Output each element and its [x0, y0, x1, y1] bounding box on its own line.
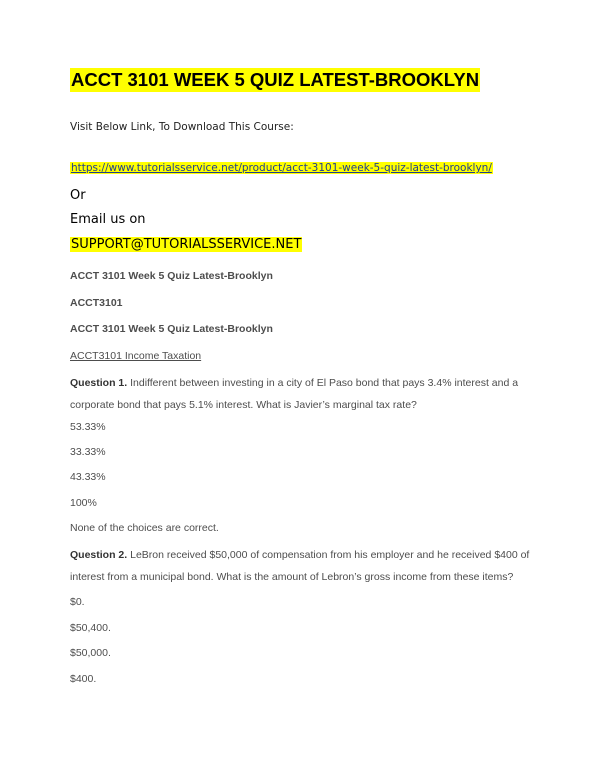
question-2-option: $0.	[70, 596, 85, 608]
question-1-text: Indifferent between investing in a city of El Paso bond that pays 3.4% interest and a corporate bond that pays 5.1% interest. What is Javier’s marginal tax rate?	[70, 377, 519, 411]
download-intro: Visit Below Link, To Download This Course:	[70, 121, 294, 133]
quiz-heading-repeat: ACCT 3101 Week 5 Quiz Latest-Brooklyn	[70, 323, 273, 335]
question-2	[70, 544, 530, 588]
quiz-heading: ACCT 3101 Week 5 Quiz Latest-Brooklyn	[70, 270, 273, 282]
email-label: Email us on	[70, 212, 146, 227]
course-title-link[interactable]: ACCT3101 Income Taxation	[70, 350, 202, 362]
support-email[interactable]: SUPPORT@TUTORIALSSERVICE.NET	[71, 237, 302, 252]
or-text: Or	[70, 188, 86, 203]
course-code: ACCT3101	[70, 297, 123, 309]
question-2-option: $400.	[70, 673, 97, 685]
question-1-option: 43.33%	[70, 471, 106, 483]
course-download-link[interactable]: https://www.tutorialsservice.net/product/acct-3101-week-5-quiz-latest-brooklyn/	[71, 162, 492, 174]
question-1-option: 53.33%	[70, 421, 106, 433]
question-2-option: $50,400.	[70, 622, 111, 634]
question-1-option: None of the choices are correct.	[70, 522, 219, 534]
question-2-text: LeBron received $50,000 of compensation from his employer and he received $400 of interest from a municipal bond. What is the amount of Lebron’s gross income from these items?	[70, 549, 530, 583]
page-title: ACCT 3101 WEEK 5 QUIZ LATEST-BROOKLYN	[71, 69, 480, 90]
question-2-label: Question 2.	[70, 549, 128, 561]
question-1	[70, 372, 530, 416]
question-1-option: 33.33%	[70, 446, 106, 458]
question-2-option: $50,000.	[70, 647, 111, 659]
question-1-option: 100%	[70, 497, 97, 509]
question-1-label: Question 1.	[70, 377, 128, 389]
